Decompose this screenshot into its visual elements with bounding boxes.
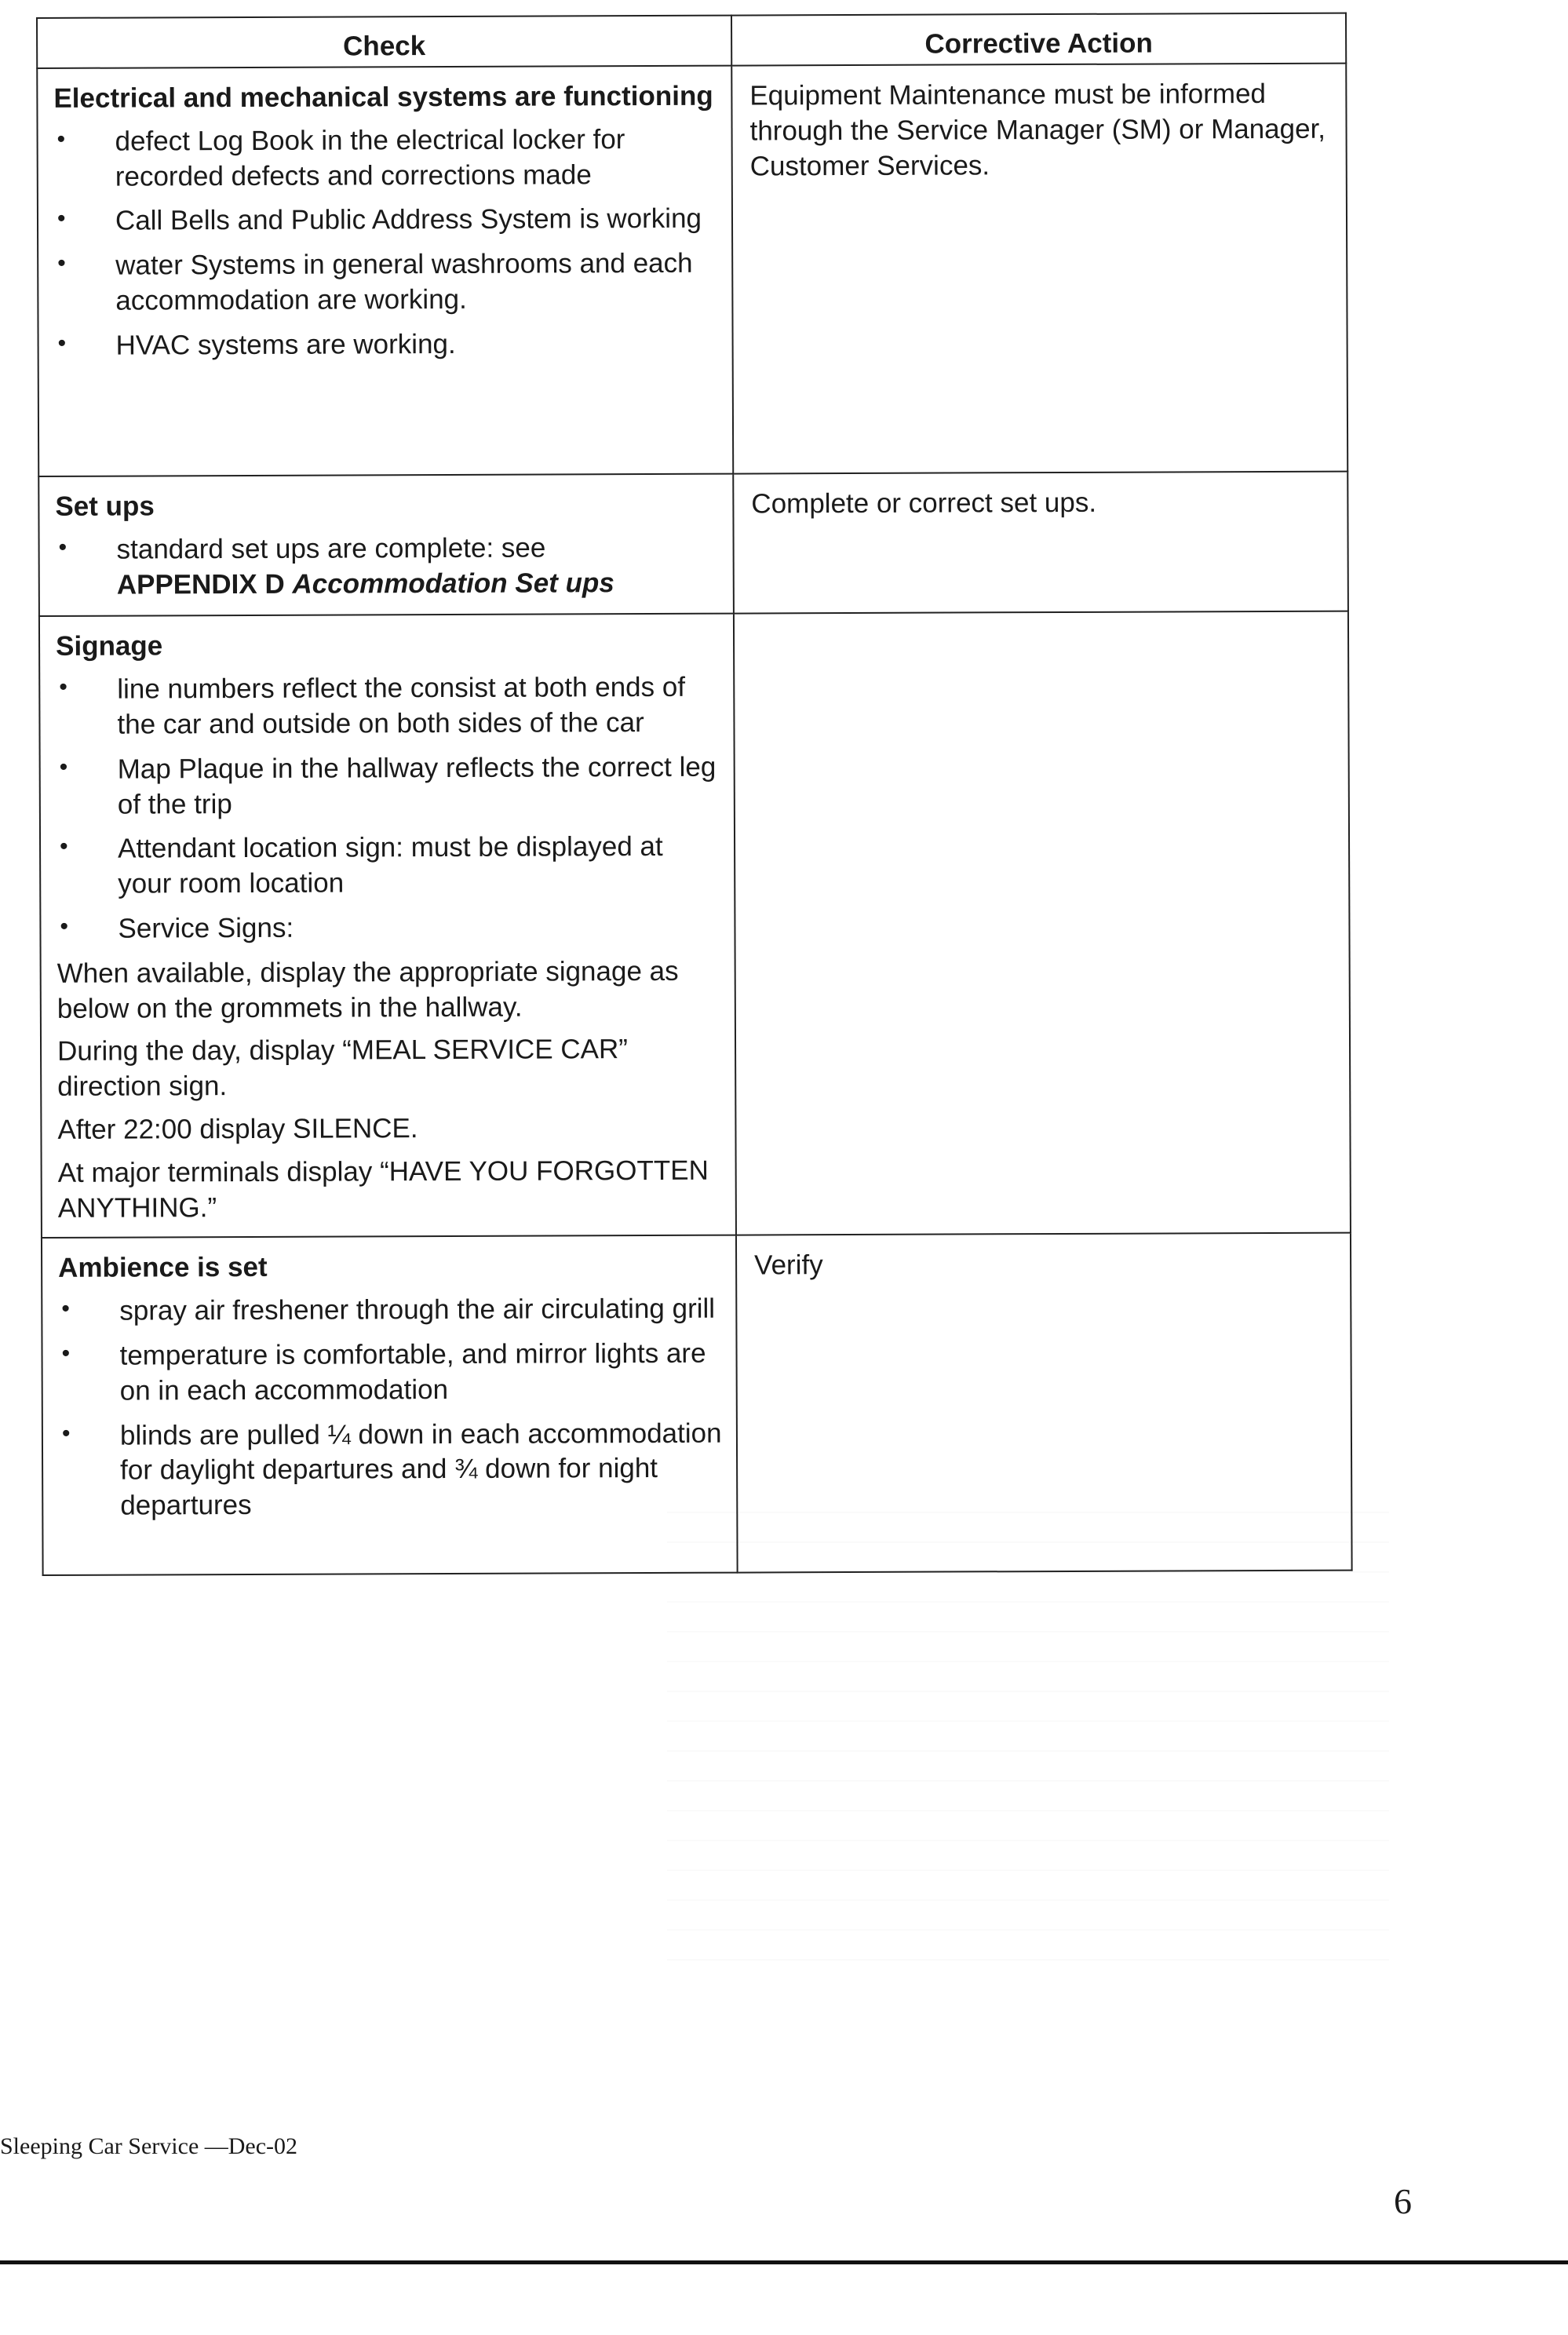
- bullet-icon: •: [60, 913, 69, 939]
- section-title: Signage: [56, 630, 163, 662]
- table-row: [38, 472, 1348, 617]
- list-item: [57, 910, 720, 947]
- list-item-text: spray air freshener through the air circulating grill: [119, 1293, 716, 1326]
- list-item-text: Call Bells and Public Address System is working: [115, 203, 702, 237]
- signage-paragraph: At major terminals display “HAVE YOU FORGOTTEN ANYTHING.”: [57, 1155, 709, 1224]
- corrective-action-text: Equipment Maintenance must be informed through the Service Manager (SM) or Manager, Customer Services.: [749, 78, 1326, 182]
- bottom-rule-divider: [0, 2260, 1568, 2264]
- list-item: [58, 1292, 721, 1330]
- signage-paragraph: When available, display the appropriate signage as below on the grommets in the hallway.: [57, 955, 679, 1024]
- signage-paragraph: During the day, display “MEAL SERVICE CAR” direction sign.: [57, 1034, 628, 1103]
- list-item-text: Attendant location sign: must be displayed at your room location: [117, 831, 663, 899]
- section-title: Ambience is set: [58, 1252, 268, 1284]
- bullet-icon: •: [61, 1420, 71, 1447]
- list-item-text: temperature is comfortable, and mirror lights are on in each accommodation: [119, 1337, 706, 1406]
- bullet-icon: •: [59, 674, 67, 701]
- corrective-action-text: [752, 625, 1333, 627]
- bullet-list: [54, 122, 718, 363]
- corrective-action-text: Complete or correct set ups.: [751, 487, 1097, 520]
- list-item: [55, 326, 718, 363]
- appendix-reference: APPENDIX D: [116, 568, 285, 600]
- list-item: [56, 670, 719, 743]
- list-item-text: blinds are pulled ¼ down in each accommodation for daylight departures and ¾ down for night departures: [119, 1417, 722, 1521]
- footer-document-title: Sleeping Car Service —Dec-02: [0, 2133, 298, 2159]
- check-cell: [42, 1235, 738, 1575]
- list-item: [57, 830, 720, 903]
- signage-paragraph: After 22:00 display SILENCE.: [57, 1113, 418, 1145]
- checklist-table: [36, 13, 1353, 1577]
- check-cell: [37, 66, 733, 476]
- list-item-text: standard set ups are complete: see: [116, 532, 546, 565]
- list-item: [58, 1337, 721, 1410]
- corrective-action-cell: [733, 472, 1348, 614]
- bullet-list: [56, 670, 720, 947]
- list-item-text: Service Signs:: [118, 912, 294, 944]
- column-header-corrective-action: Corrective Action: [731, 13, 1346, 66]
- bullet-icon: •: [57, 250, 66, 277]
- list-item-text: water Systems in general washrooms and each accommodation are working.: [115, 247, 693, 316]
- bullet-icon: •: [57, 126, 66, 152]
- bullet-icon: •: [58, 534, 67, 560]
- list-item: [54, 246, 717, 319]
- corrective-action-cell: [731, 64, 1347, 474]
- bullet-list: [56, 530, 719, 603]
- bullet-icon: •: [61, 1340, 71, 1366]
- page-number: 6: [1394, 2181, 1412, 2221]
- bullet-icon: •: [57, 330, 67, 356]
- corrective-action-cell: [734, 611, 1351, 1235]
- appendix-reference-title: Accommodation Set ups: [292, 567, 614, 600]
- table-row: [39, 611, 1351, 1238]
- list-item: [54, 202, 717, 239]
- list-item: [59, 1416, 723, 1524]
- list-item-text: Map Plaque in the hallway reflects the correct leg of the trip: [117, 751, 717, 820]
- table-row: [42, 1233, 1352, 1575]
- bullet-icon: •: [61, 1295, 70, 1323]
- column-header-check: Check: [37, 16, 731, 68]
- section-title: Electrical and mechanical systems are functioning: [53, 80, 713, 114]
- table-header-row: [37, 13, 1346, 68]
- list-item-text: HVAC systems are working.: [115, 328, 456, 361]
- corrective-action-text: Verify: [754, 1250, 823, 1281]
- list-item-text: defect Log Book in the electrical locker for recorded defects and corrections made: [115, 123, 625, 192]
- bullet-icon: •: [57, 206, 66, 232]
- corrective-action-cell: [736, 1233, 1352, 1573]
- bullet-icon: •: [59, 834, 68, 860]
- table-row: [37, 64, 1347, 476]
- check-cell: [39, 614, 736, 1238]
- list-item: [54, 122, 717, 195]
- bullet-icon: •: [59, 753, 68, 780]
- section-title: Set ups: [55, 491, 155, 522]
- bullet-list: [58, 1292, 722, 1524]
- check-cell: [38, 474, 734, 617]
- list-item: [56, 530, 719, 603]
- list-item-text: line numbers reflect the consist at both ends of the car and outside on both sides of the car: [117, 672, 686, 740]
- list-item: [57, 750, 720, 823]
